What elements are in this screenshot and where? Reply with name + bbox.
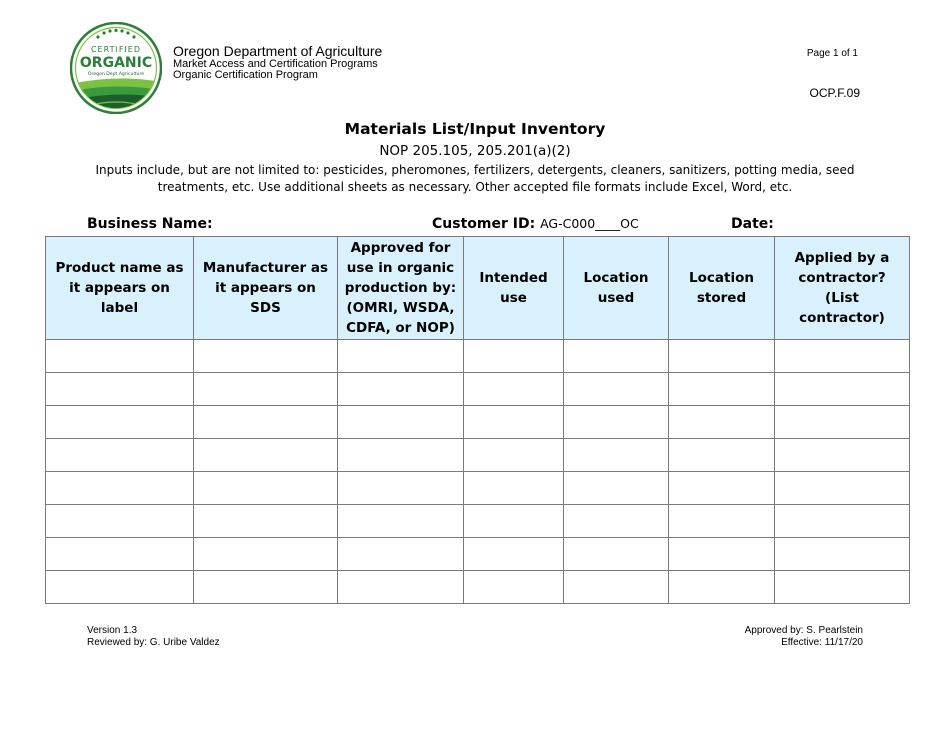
table-cell[interactable] <box>464 505 564 538</box>
table-row <box>46 571 910 604</box>
table-row <box>46 472 910 505</box>
table-row <box>46 538 910 571</box>
customer-id-field[interactable] <box>432 216 639 232</box>
page-title: Materials List/Input Inventory <box>344 120 606 138</box>
program-name: Organic Certification Program <box>173 69 318 82</box>
table-cell[interactable] <box>669 340 775 373</box>
logo-odea-text: Oregon Dept Agriculture <box>87 72 145 77</box>
table-cell[interactable] <box>338 505 464 538</box>
table-cell[interactable] <box>338 571 464 604</box>
table-row <box>46 340 910 373</box>
inventory-table <box>45 236 910 604</box>
table-cell[interactable] <box>564 340 669 373</box>
table-cell[interactable] <box>669 439 775 472</box>
table-cell[interactable] <box>464 472 564 505</box>
table-cell[interactable] <box>775 571 910 604</box>
table-cell[interactable] <box>564 472 669 505</box>
table-cell[interactable] <box>775 439 910 472</box>
table-row <box>46 505 910 538</box>
organization-header <box>173 44 382 82</box>
table-cell[interactable] <box>775 538 910 571</box>
table-cell[interactable] <box>564 406 669 439</box>
table-cell[interactable] <box>775 340 910 373</box>
table-cell[interactable] <box>775 406 910 439</box>
customer-id-label: Customer ID: <box>432 216 536 232</box>
certified-organic-logo <box>70 22 162 114</box>
table-row <box>46 439 910 472</box>
table-cell[interactable] <box>46 472 194 505</box>
org-name: Oregon Department of Agriculture <box>173 43 383 59</box>
page-number: Page 1 of 1 <box>806 48 858 59</box>
date-label[interactable]: Date: <box>731 216 774 232</box>
version-text: Version 1.3 <box>87 625 138 636</box>
table-cell[interactable] <box>775 373 910 406</box>
table-cell[interactable] <box>775 472 910 505</box>
table-cell[interactable] <box>338 406 464 439</box>
col-approved-by: Approved for use in organic production by: (OMRI, WSDA, CDFA, or NOP) <box>338 237 464 340</box>
table-cell[interactable] <box>46 406 194 439</box>
table-cell[interactable] <box>338 472 464 505</box>
logo-organic-text: ORGANIC <box>79 55 153 71</box>
customer-id-value[interactable]: AG-C000____OC <box>540 216 639 231</box>
form-fields <box>0 216 950 236</box>
col-location-stored: Location stored <box>669 237 775 340</box>
table-row <box>46 406 910 439</box>
col-contractor: Applied by a contractor? (List contractor) <box>775 237 910 340</box>
reviewed-by-text: Reviewed by: G. Uribe Valdez <box>87 637 220 648</box>
table-cell[interactable] <box>338 439 464 472</box>
col-intended-use: Intended use <box>464 237 564 340</box>
table-cell[interactable] <box>669 538 775 571</box>
table-cell[interactable] <box>464 406 564 439</box>
table-cell[interactable] <box>669 472 775 505</box>
table-cell[interactable] <box>669 406 775 439</box>
table-cell[interactable] <box>669 373 775 406</box>
form-code: OCP.F.09 <box>809 86 860 100</box>
regulation-ref: NOP 205.105, 205.201(a)(2) <box>379 143 571 159</box>
table-cell[interactable] <box>775 505 910 538</box>
logo-certified-text: CERTIFIED <box>90 45 142 54</box>
footer-left <box>87 625 220 649</box>
col-location-used: Location used <box>564 237 669 340</box>
table-cell[interactable] <box>194 571 338 604</box>
title-block <box>0 118 950 196</box>
table-cell[interactable] <box>194 340 338 373</box>
table-cell[interactable] <box>194 472 338 505</box>
footer-right <box>745 625 863 649</box>
table-cell[interactable] <box>194 373 338 406</box>
table-cell[interactable] <box>46 340 194 373</box>
table-cell[interactable] <box>194 538 338 571</box>
table-cell[interactable] <box>564 538 669 571</box>
table-cell[interactable] <box>46 505 194 538</box>
col-manufacturer: Manufacturer as it appears on SDS <box>194 237 338 340</box>
table-cell[interactable] <box>564 571 669 604</box>
table-cell[interactable] <box>194 439 338 472</box>
approved-by-text: Approved by: S. Pearlstein <box>744 625 863 636</box>
business-name-label[interactable]: Business Name: <box>87 216 213 232</box>
table-cell[interactable] <box>464 340 564 373</box>
table-cell[interactable] <box>46 373 194 406</box>
table-header-row <box>46 237 910 340</box>
instructions-text: Inputs include, but are not limited to: pesticides, pheromones, fertilizers, detergents, cleaners, sanitizers, potting media, seed treatments, etc. Use additional sheets as necessary. Other accepted file formats include Excel, Word, etc. <box>95 163 855 194</box>
table-cell[interactable] <box>564 505 669 538</box>
table-cell[interactable] <box>194 505 338 538</box>
table-row <box>46 373 910 406</box>
table-cell[interactable] <box>464 538 564 571</box>
table-cell[interactable] <box>46 439 194 472</box>
col-product-name: Product name as it appears on label <box>46 237 194 340</box>
table-cell[interactable] <box>194 406 338 439</box>
table-cell[interactable] <box>464 439 564 472</box>
division-name: Market Access and Certification Programs <box>173 57 378 70</box>
table-cell[interactable] <box>464 373 564 406</box>
table-cell[interactable] <box>669 571 775 604</box>
table-cell[interactable] <box>338 340 464 373</box>
table-cell[interactable] <box>564 373 669 406</box>
table-cell[interactable] <box>669 505 775 538</box>
table-cell[interactable] <box>464 571 564 604</box>
table-cell[interactable] <box>564 439 669 472</box>
table-cell[interactable] <box>338 373 464 406</box>
table-cell[interactable] <box>46 538 194 571</box>
table-cell[interactable] <box>338 538 464 571</box>
table-cell[interactable] <box>46 571 194 604</box>
effective-date-text: Effective: 11/17/20 <box>781 637 863 648</box>
